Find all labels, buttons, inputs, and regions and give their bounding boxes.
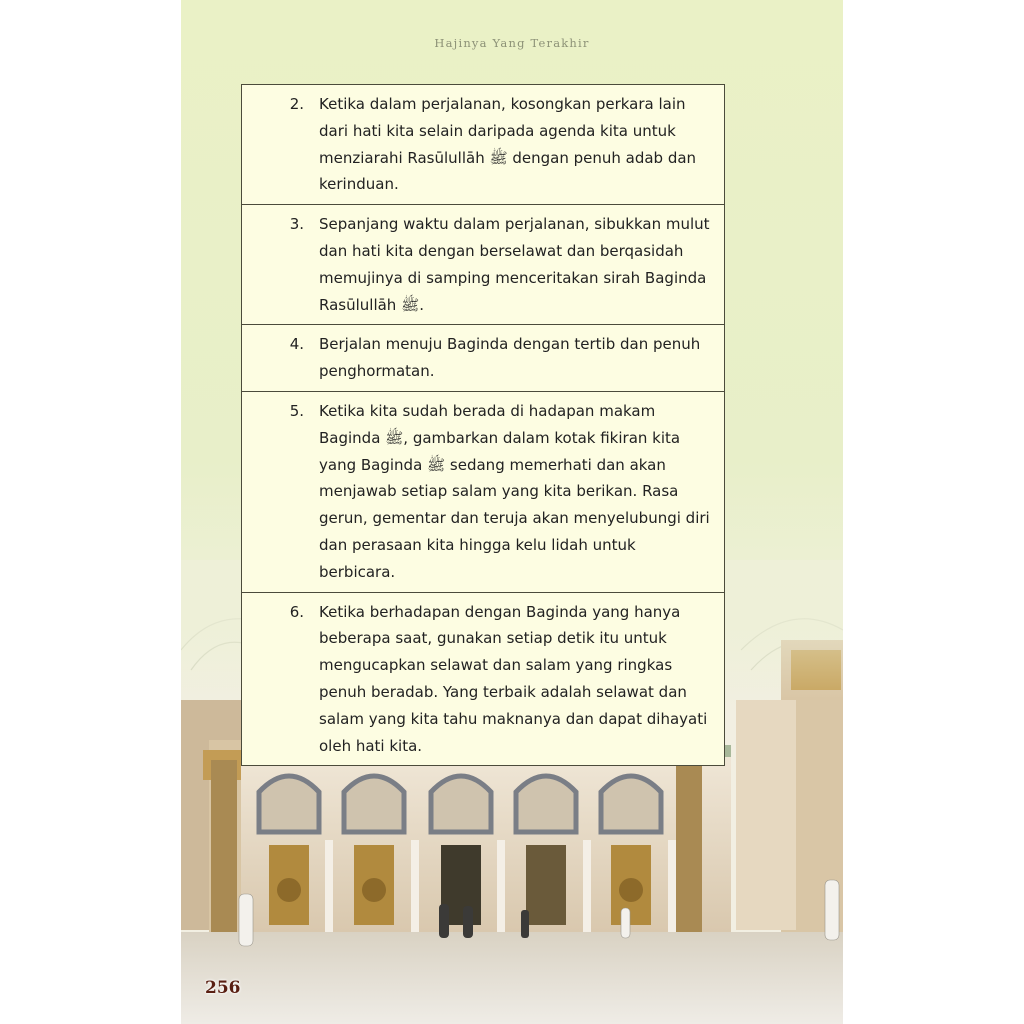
step-number: 5. — [289, 401, 304, 420]
steps-table — [241, 84, 725, 766]
step-row — [242, 592, 724, 766]
page-number: 256 — [205, 978, 241, 998]
step-text: Ketika dalam perjalanan, kosongkan perkara lain dari hati kita selain daripada agenda kita untuk menziarahi Rasūlullāh ﷺ dengan penuh adab dan kerinduan. — [319, 95, 697, 194]
step-row — [242, 204, 724, 324]
step-text: Ketika berhadapan dengan Baginda yang hanya beberapa saat, gunakan setiap detik itu untuk mengucapkan selawat dan salam yang ringkas penuh beradab. Yang terbaik adalah selawat dan salam yang kita tahu maknanya dan dapat dihayati oleh hati kita. — [319, 602, 708, 755]
step-row — [242, 391, 724, 592]
step-number: 2. — [289, 95, 304, 113]
book-page — [181, 0, 843, 1024]
step-text: Berjalan menuju Baginda dengan tertib dan penuh penghormatan. — [319, 335, 701, 381]
step-text: Ketika kita sudah berada di hadapan makam Baginda ﷺ, gambarkan dalam kotak fikiran kita yang Baginda ﷺ sedang memerhati dan akan menjawab setiap salam yang kita berikan. Rasa gerun, gementar dan teruja akan menyelubungi diri dan perasaan kita hingga kelu lidah untuk berbicara. — [319, 401, 710, 581]
running-header: Hajinya Yang Terakhir — [434, 36, 590, 50]
step-number: 3. — [289, 215, 304, 234]
step-number: 6. — [289, 602, 304, 621]
step-row — [242, 324, 724, 391]
step-number: 4. — [289, 335, 304, 354]
step-text: Sepanjang waktu dalam perjalanan, sibukkan mulut dan hati kita dengan berselawat dan berqasidah memujinya di samping menceritakan sirah Baginda Rasūlullāh ﷺ. — [319, 215, 710, 314]
step-row — [242, 85, 724, 204]
